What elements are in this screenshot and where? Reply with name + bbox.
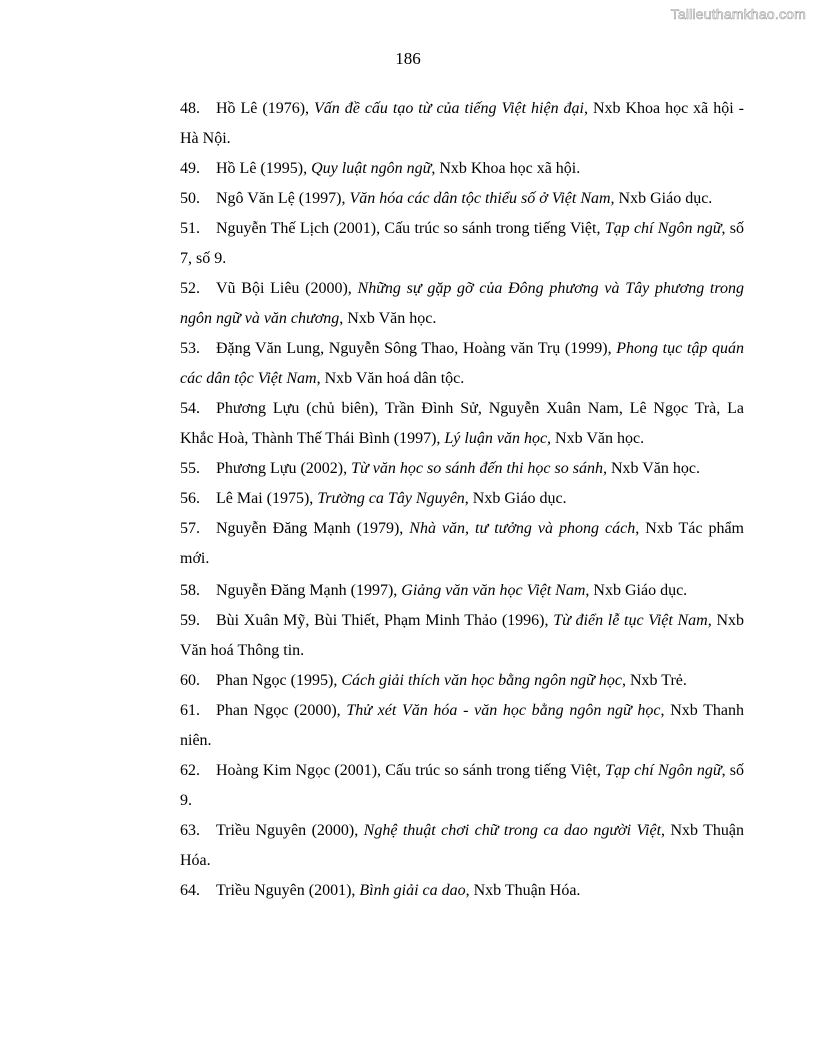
reference-number: 60. — [180, 672, 200, 689]
reference-publisher: , Nxb Văn hoá dân tộc. — [316, 370, 465, 387]
reference-publisher: , số 9. — [180, 762, 745, 809]
reference-authors: Lê Mai (1975), — [216, 490, 318, 507]
reference-item — [180, 756, 744, 816]
reference-item — [180, 576, 744, 606]
reference-item — [180, 214, 744, 274]
reference-number: 61. — [180, 702, 200, 719]
reference-publisher: , Nxb Thuận Hóa. — [180, 822, 745, 869]
reference-item — [180, 696, 744, 756]
reference-number: 58. — [180, 582, 200, 599]
reference-number: 48. — [180, 100, 200, 117]
page-number: 186 — [395, 49, 421, 68]
reference-title: Văn hóa các dân tộc thiểu số ở Việt Nam, — [349, 190, 615, 207]
reference-item — [180, 334, 744, 394]
reference-title: Quy luật ngôn ngữ — [311, 160, 432, 177]
reference-title: Nghệ thuật chơi chữ trong ca dao người Việt — [363, 822, 662, 839]
reference-authors: Nguyễn Đăng Mạnh (1979), — [216, 520, 410, 537]
reference-title: Thử xét Văn hóa - văn học bằng ngôn ngữ học — [346, 702, 661, 719]
reference-publisher: , Nxb Giáo dục. — [585, 582, 688, 599]
reference-number: 64. — [180, 882, 200, 899]
reference-title: Bình giải ca dao — [359, 882, 466, 899]
reference-item — [180, 454, 744, 484]
reference-title: Tạp chí Ngôn ngữ — [605, 762, 722, 779]
reference-number: 57. — [180, 520, 200, 537]
reference-item — [180, 154, 744, 184]
reference-title: Giảng văn văn học Việt Nam — [401, 582, 586, 599]
reference-title: Những sự gặp gỡ của Đông phương và Tây phương trong ngôn ngữ và văn chương — [180, 280, 744, 327]
reference-authors: Bùi Xuân Mỹ, Bùi Thiết, Phạm Minh Thảo (1996), — [216, 612, 554, 629]
reference-publisher: , Nxb Văn hoá Thông tin. — [180, 612, 744, 659]
reference-authors: Phương Lựu (chủ biên), Trần Đình Sử, Nguyễn Xuân Nam, Lê Ngọc Trà, La Khắc Hoà, Thành Thế Thái Bình (1997), — [180, 400, 744, 447]
reference-number: 53. — [180, 340, 200, 357]
reference-authors: Nguyễn Đăng Mạnh (1997), — [216, 582, 402, 599]
reference-authors: Phương Lựu (2002), — [216, 460, 352, 477]
reference-item — [180, 184, 744, 214]
reference-number: 54. — [180, 400, 200, 417]
reference-number: 62. — [180, 762, 200, 779]
reference-title: Từ điển lễ tục Việt Nam — [553, 612, 708, 629]
reference-publisher: , Nxb Thanh niên. — [180, 702, 745, 749]
reference-item — [180, 606, 744, 666]
reference-publisher: , Nxb Văn học. — [339, 310, 437, 327]
reference-authors: Phan Ngọc (1995), — [216, 672, 342, 689]
reference-publisher: , Nxb Trẻ. — [622, 672, 687, 689]
reference-title: Từ văn học so sánh đến thi học so sánh, — [351, 460, 607, 477]
reference-number: 56. — [180, 490, 200, 507]
reference-authors: Đặng Văn Lung, Nguyễn Sông Thao, Hoàng văn Trụ (1999), — [216, 340, 617, 357]
reference-number: 51. — [180, 220, 200, 237]
reference-publisher: , số 7, số 9. — [180, 220, 745, 267]
reference-number: 52. — [180, 280, 200, 297]
reference-title: Cách giải thích văn học bằng ngôn ngữ học — [341, 672, 622, 689]
reference-publisher: , Nxb Giáo dục. — [464, 490, 567, 507]
watermark: Tailieuthamkhao.com — [670, 6, 806, 22]
reference-title: Lý luận văn học, — [444, 430, 552, 447]
reference-publisher: Nxb Văn học. — [551, 430, 645, 447]
reference-publisher: , Nxb Khoa học xã hội. — [431, 160, 581, 177]
reference-publisher: , Nxb Tác phẩm mới. — [180, 520, 744, 567]
reference-authors: Hoàng Kim Ngọc (2001), Cấu trúc so sánh trong tiếng Việt, — [216, 762, 606, 779]
reference-number: 63. — [180, 822, 200, 839]
reference-authors: Triều Nguyên (2001), — [216, 882, 360, 899]
reference-title: Vấn đề cấu tạo từ của tiếng Việt hiện đại — [314, 100, 584, 117]
reference-authors: Triều Nguyên (2000), — [216, 822, 364, 839]
reference-title: Nhà văn, tư tưởng và phong cách — [409, 520, 636, 537]
reference-number: 50. — [180, 190, 200, 207]
reference-list — [180, 94, 744, 906]
reference-item — [180, 484, 744, 514]
reference-publisher: Nxb Văn học. — [606, 460, 700, 477]
reference-number: 55. — [180, 460, 200, 477]
reference-item — [180, 394, 744, 454]
reference-publisher: , Nxb Khoa học xã hội - Hà Nội. — [180, 100, 744, 147]
reference-number: 59. — [180, 612, 200, 629]
reference-authors: Nguyễn Thế Lịch (2001), Cấu trúc so sánh trong tiếng Việt, — [216, 220, 605, 237]
reference-title: Trường ca Tây Nguyên — [317, 490, 465, 507]
reference-item — [180, 94, 744, 154]
reference-authors: Vũ Bội Liêu (2000), — [216, 280, 358, 297]
reference-publisher: Nxb Giáo dục. — [614, 190, 713, 207]
reference-item — [180, 666, 744, 696]
reference-item — [180, 816, 744, 876]
reference-title: Phong tục tập quán các dân tộc Việt Nam — [180, 340, 745, 387]
reference-publisher: , Nxb Thuận Hóa. — [465, 882, 581, 899]
reference-authors: Phan Ngọc (2000), — [216, 702, 347, 719]
reference-title: Tạp chí Ngôn ngữ — [604, 220, 722, 237]
reference-authors: Hồ Lê (1995), — [216, 160, 312, 177]
reference-authors: Hồ Lê (1976), — [216, 100, 314, 117]
reference-item — [180, 514, 744, 574]
reference-number: 49. — [180, 160, 200, 177]
reference-authors: Ngô Văn Lệ (1997), — [216, 190, 350, 207]
reference-item — [180, 274, 744, 334]
reference-item — [180, 876, 744, 906]
